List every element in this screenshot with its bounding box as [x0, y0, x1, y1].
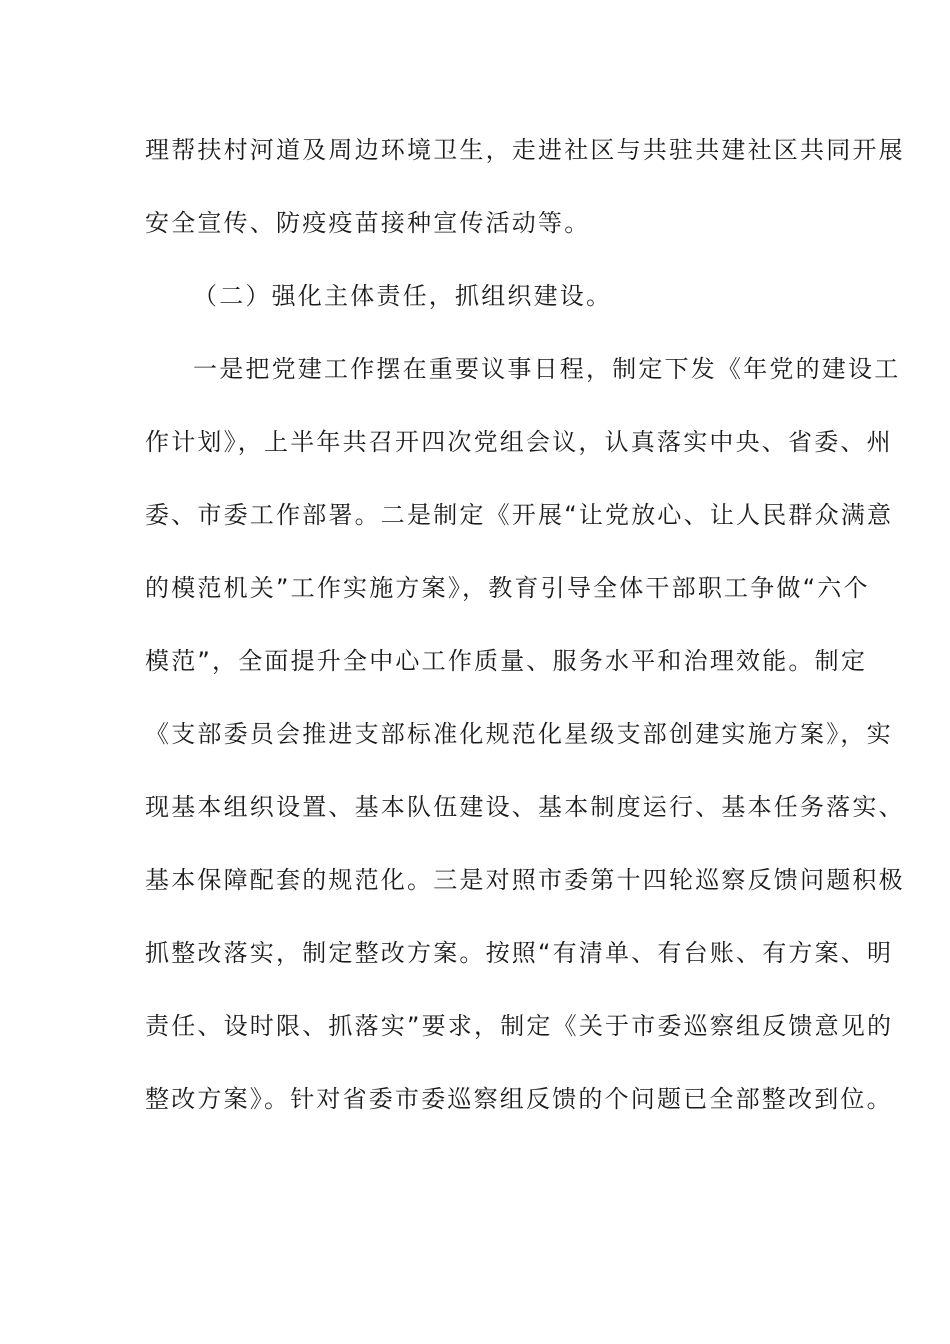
paragraph-line-12: 抓整改落实，制定整改方案。按照“有清单、有台账、有方案、明 [145, 939, 894, 967]
paragraph-line-7: 的模范机关”工作实施方案》，教育引导全体干部职工争做“六个 [145, 574, 870, 602]
paragraph-line-10: 现基本组织设置、基本队伍建设、基本制度运行、基本任务落实、 [145, 793, 905, 821]
paragraph-line-8: 模范”，全面提升全中心工作质量、服务水平和治理效能。制定 [145, 647, 868, 675]
paragraph-line-14: 整改方案》。针对省委市委巡察组反馈的个问题已全部整改到位。 [145, 1085, 893, 1113]
paragraph-line-6: 委、市委工作部署。二是制定《开展“让党放心、让人民群众满意 [145, 501, 894, 529]
paragraph-line-5: 作计划》，上半年共召开四次党组会议，认真落实中央、省委、州 [145, 428, 893, 456]
section-heading: （二）强化主体责任，抓组织建设。 [193, 282, 613, 310]
paragraph-line-11: 基本保障配套的规范化。三是对照市委第十四轮巡察反馈问题积极 [145, 866, 905, 894]
paragraph-line-13: 责任、设时限、抓落实”要求，制定《关于市委巡察组反馈意见的 [145, 1012, 894, 1040]
paragraph-line-4: 一是把党建工作摆在重要议事日程，制定下发《年党的建设工 [193, 355, 901, 383]
paragraph-line-2: 安全宣传、防疫疫苗接种宣传活动等。 [145, 209, 591, 237]
paragraph-line-9: 《支部委员会推进支部标准化规范化星级支部创建实施方案》，实 [145, 720, 893, 748]
paragraph-line-1: 理帮扶村河道及周边环境卫生，走进社区与共驻共建社区共同开展 [145, 136, 905, 164]
